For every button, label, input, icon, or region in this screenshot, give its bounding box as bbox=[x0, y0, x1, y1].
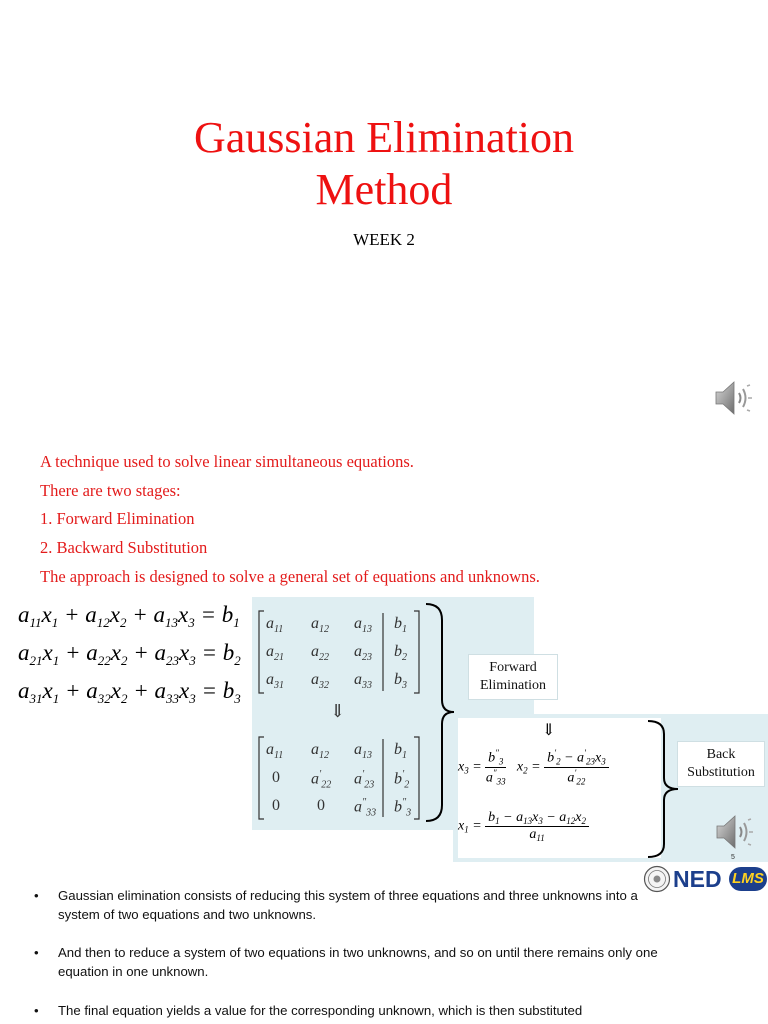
down-arrow-icon: ⇓ bbox=[330, 701, 346, 721]
speaker-icon[interactable] bbox=[712, 378, 754, 418]
intro-line-3: 1. Forward Elimination bbox=[40, 509, 195, 528]
bullet-mark: • bbox=[34, 1003, 39, 1018]
page-number: 5 bbox=[731, 854, 735, 861]
slide-subtitle: WEEK 2 bbox=[353, 230, 415, 249]
bullet-text: And then to reduce a system of two equations in two unknowns, and so on until there remains only one equation in one unknown. bbox=[58, 945, 658, 979]
bullet-mark: • bbox=[34, 888, 39, 903]
bullet-text: Gaussian elimination consists of reducing this system of three equations and three unknowns into a system of two equations and two unknowns. bbox=[58, 888, 638, 922]
forward-elimination-label: Forward Elimination bbox=[468, 654, 558, 700]
equation-1: $a_{11}x_1 + a_{12}x_2 + a_{13}x_3 = b_1$ bbox=[18, 602, 240, 630]
down-arrow-icon: ⇓ bbox=[542, 722, 556, 739]
matrix-panel: $a_{11}$ $a_{12}$ $a_{13}$ $b_1$ $a_{21}$ $a_{22}$ $a_{23}$ $b_2$ $a_{31}$ $a_{32}$ $a_{33}$ $b_3$ ⇓ $a_{11}$ $a_{12}$ $a_{13}$ $b_1$ 0 $a'_{22}$ $a'_{23}$ $b'_2$ 0 0 $a''_{33}$ $b''_3$ bbox=[252, 597, 534, 830]
intro-line-5: The approach is designed to solve a general set of equations and unknowns. bbox=[40, 567, 540, 586]
title-line-1: Gaussian Elimination bbox=[193, 113, 575, 162]
bullet-item-3 bbox=[34, 1001, 674, 1020]
bullet-mark: • bbox=[34, 945, 39, 960]
equation-2: $a_{21}x_1 + a_{22}x_2 + a_{23}x_3 = b_2$ bbox=[18, 640, 241, 668]
bullet-text: The final equation yields a value for the corresponding unknown, which is then substituted bbox=[58, 1003, 583, 1018]
title-line-2: Method bbox=[315, 165, 453, 214]
x1-formula: $x_1$ = $\frac{b_1 - a_{13}x_3 - a_{12}x_2}{a_{11}}$ bbox=[458, 810, 589, 843]
slide-title bbox=[0, 112, 768, 216]
intro-line-2: There are two stages: bbox=[40, 481, 181, 500]
speaker-icon[interactable] bbox=[713, 812, 755, 852]
intro-line-1: A technique used to solve linear simultaneous equations. bbox=[40, 452, 414, 471]
bullet-item-1 bbox=[34, 886, 674, 924]
x3-formula: $x_3$ = $\frac{b''_3}{a''_{33}}$ $x_2$ = $\frac{b'_2 - a'_{23}x_3}{a'_{22}}$ bbox=[458, 748, 609, 786]
title-slide bbox=[0, 0, 768, 430]
logo-ned-text: NED bbox=[673, 866, 722, 892]
back-brace bbox=[646, 718, 686, 860]
intro-line-4: 2. Backward Substitution bbox=[40, 538, 208, 557]
equation-3: $a_{31}x_1 + a_{32}x_2 + a_{33}x_3 = b_3$ bbox=[18, 678, 241, 706]
substitution-formulas bbox=[458, 718, 661, 858]
back-substitution-label: Back Substitution bbox=[677, 741, 765, 787]
bullet-item-2 bbox=[34, 943, 674, 981]
logo-lms-badge: LMS bbox=[729, 867, 767, 891]
